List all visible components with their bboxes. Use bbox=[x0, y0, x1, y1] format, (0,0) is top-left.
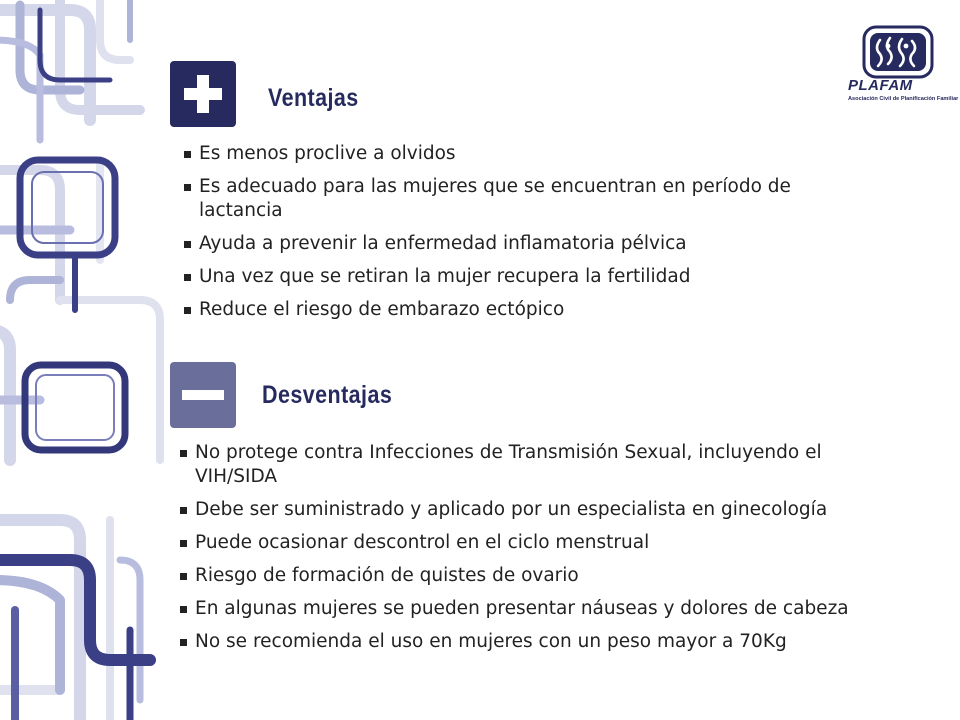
list-item bbox=[184, 175, 844, 223]
ventajas-title: Ventajas bbox=[268, 84, 359, 112]
list-item-text: Ayuda a prevenir la enfermedad inflamatoria pélvica bbox=[199, 233, 687, 254]
bullet-square-icon bbox=[180, 573, 187, 580]
list-item-text: Es menos proclive a olvidos bbox=[199, 143, 456, 164]
list-item-text: Riesgo de formación de quistes de ovario bbox=[195, 565, 579, 586]
list-item bbox=[184, 265, 844, 289]
list-item bbox=[180, 441, 880, 489]
list-item-text: Es adecuado para las mujeres que se encuentran en período de lactancia bbox=[199, 176, 791, 221]
bullet-square-icon bbox=[184, 241, 191, 248]
bullet-square-icon bbox=[184, 274, 191, 281]
list-item-text: Reduce el riesgo de embarazo ectópico bbox=[199, 299, 565, 320]
list-item-text: No se recomienda el uso en mujeres con un peso mayor a 70Kg bbox=[195, 631, 787, 652]
list-item bbox=[180, 564, 880, 588]
logo-subtitle: Asociación Civil de Planificación Familiar bbox=[848, 96, 959, 102]
list-item bbox=[180, 597, 880, 621]
list-item bbox=[184, 298, 844, 322]
desventajas-title: Desventajas bbox=[262, 381, 393, 409]
list-item-text: Puede ocasionar descontrol en el ciclo menstrual bbox=[195, 532, 650, 553]
list-item bbox=[180, 630, 880, 654]
list-item-text: En algunas mujeres se pueden presentar náuseas y dolores de cabeza bbox=[195, 598, 849, 619]
list-item bbox=[184, 142, 844, 166]
bullet-square-icon bbox=[180, 450, 187, 457]
list-item-text: Debe ser suministrado y aplicado por un especialista en ginecología bbox=[195, 499, 828, 520]
bullet-square-icon bbox=[180, 606, 187, 613]
minus-icon bbox=[170, 362, 236, 428]
list-item-text: No protege contra Infecciones de Transmisión Sexual, incluyendo el VIH/SIDA bbox=[195, 442, 822, 487]
bullet-square-icon bbox=[180, 540, 187, 547]
bullet-square-icon bbox=[184, 151, 191, 158]
logo-name: PLAFAM bbox=[848, 77, 913, 94]
bullet-square-icon bbox=[184, 184, 191, 191]
decorative-border bbox=[0, 0, 170, 720]
desventajas-list bbox=[180, 441, 880, 654]
list-item-text: Una vez que se retiran la mujer recupera la fertilidad bbox=[199, 266, 691, 287]
bullet-square-icon bbox=[180, 639, 187, 646]
ventajas-list bbox=[184, 142, 844, 322]
list-item bbox=[180, 498, 880, 522]
bullet-square-icon bbox=[180, 507, 187, 514]
list-item bbox=[180, 531, 880, 555]
list-item bbox=[184, 232, 844, 256]
bullet-square-icon bbox=[184, 307, 191, 314]
plus-icon bbox=[170, 61, 236, 127]
